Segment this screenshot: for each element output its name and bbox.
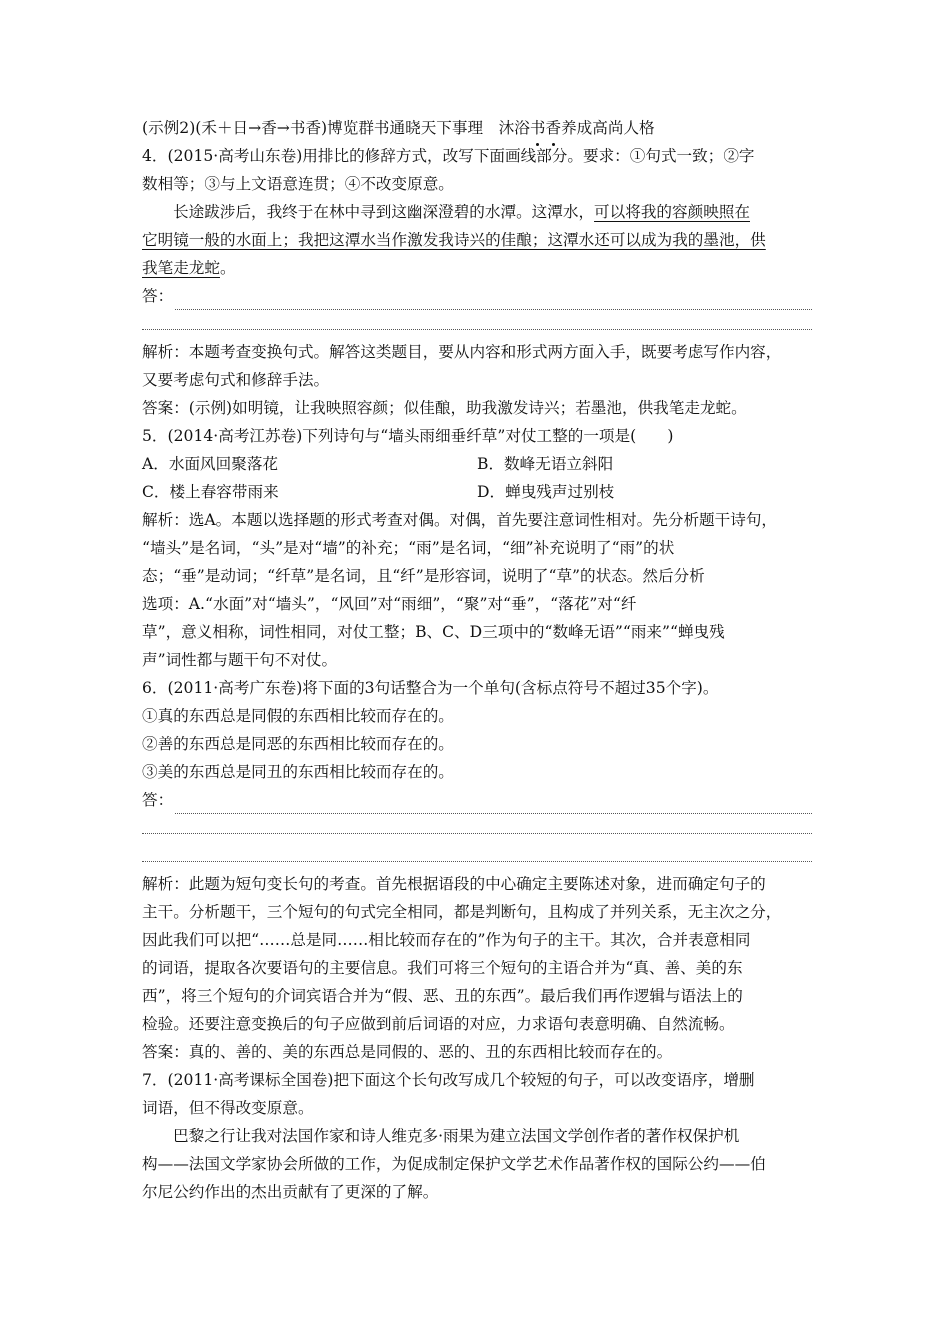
q6-answer-blank[interactable] <box>175 794 812 814</box>
q4-analysis-1: 解析：本题考查变换句式。解答这类题目，要从内容和形式两方面入手，既要考虑写作内容， <box>142 343 782 361</box>
q6-answer: 答案：真的、善的、美的东西总是同假的、恶的、丑的东西相比较而存在的。 <box>142 1043 673 1061</box>
q7-stem-2: 词语，但不得改变原意。 <box>142 1099 314 1117</box>
q4-passage-underlined-3: 我笔走龙蛇 <box>142 259 220 277</box>
q4-passage-3 <box>142 254 812 282</box>
q7-passage-3: 尔尼公约作出的杰出贡献有了更深的了解。 <box>142 1183 439 1201</box>
q4-analysis-2: 又要考虑句式和修辞手法。 <box>142 371 330 389</box>
q4-answer: 答案：(示例)如明镜，让我映照容颜；似佳酿，助我激发诗兴；若墨池，供我笔走龙蛇。 <box>142 399 747 417</box>
q6-analysis-6: 检验。还要注意变换后的句子应做到前后词语的对应，力求语句表意明确、自然流畅。 <box>142 1015 735 1033</box>
q6-analysis-1: 解析：此题为短句变长句的考查。首先根据语段的中心确定主要陈述对象，进而确定句子的 <box>142 875 766 893</box>
q5-option-d: D．蝉曳残声过别枝 <box>477 483 615 501</box>
q7-passage-1: 巴黎之行让我对法国作家和诗人维克多·雨果为建立法国文学创作者的著作权保护机 <box>173 1127 740 1145</box>
q4-passage-plain: 长途跋涉后，我终于在林中寻到这幽深澄碧的水潭。这潭水， <box>173 203 595 221</box>
q4-answer-blank-2[interactable] <box>142 310 812 338</box>
emphasis-dot-char: 香 <box>545 114 561 142</box>
q6-answer-line[interactable] <box>142 786 812 814</box>
q6-answer-blank-2[interactable] <box>142 814 812 842</box>
q7-stem-1: 7．(2011·高考课标全国卷)把下面这个长句改写成几个较短的句子，可以改变语序，增删 <box>142 1071 755 1089</box>
q4-passage-1 <box>142 198 812 226</box>
q6-sentence-2: ②善的东西总是同恶的东西相比较而存在的。 <box>142 735 454 753</box>
q6-answer-blank-3[interactable] <box>142 842 812 870</box>
q5-analysis-5: 草”，意义相称，词性相同，对仗工整；B、C、D三项中的“数峰无语”“雨来”“蝉曳残 <box>142 623 725 641</box>
q5-stem: 5．(2014·高考江苏卷)下列诗句与“墙头雨细垂纤草”对仗工整的一项是( ) <box>142 427 674 445</box>
q6-sentence-1: ①真的东西总是同假的东西相比较而存在的。 <box>142 707 454 725</box>
q6-analysis-2: 主干。分析题干，三个短句的句式完全相同，都是判断句，且构成了并列关系，无主次之分， <box>142 903 782 921</box>
q5-option-b: B．数峰无语立斜阳 <box>477 455 614 473</box>
q4-passage-underlined-2: 它明镜一般的水面上；我把这潭水当作激发我诗兴的佳酿；这潭水还可以成为我的墨池，供 <box>142 231 766 249</box>
q4-stem-2: 数相等；③与上文语意连贯；④不改变原意。 <box>142 175 454 193</box>
q4-passage-underlined-1: 可以将我的容颜映照在 <box>594 203 750 221</box>
q5-analysis-1: 解析：选A。本题以选择题的形式考查对偶。对偶，首先要注意词性相对。先分析题干诗句， <box>142 511 778 529</box>
q6-analysis-4: 的词语，提取各次要语句的主要信息。我们可将三个短句的主语合并为“真、善、美的东 <box>142 959 743 977</box>
q6-sentence-3: ③美的东西总是同丑的东西相比较而存在的。 <box>142 763 454 781</box>
q5-options-row-2 <box>142 478 812 506</box>
q6-answer-label: 答： <box>142 791 174 809</box>
q4-answer-blank[interactable] <box>175 290 812 310</box>
q5-option-a: A．水面风回聚落花 <box>142 455 279 473</box>
q4-answer-line[interactable] <box>142 282 812 310</box>
example-text: (示例2)(禾＋日→香→书香)博览群书通晓天下事理 沐浴书香养成高尚人格 <box>142 119 655 137</box>
q4-answer-label: 答： <box>142 287 174 305</box>
emphasis-dot-char: 书 <box>530 114 546 142</box>
q5-analysis-2: “墙头”是名词，“头”是对“墙”的补充；“雨”是名词，“细”补充说明了“雨”的状 <box>142 539 675 557</box>
example-line <box>142 114 812 142</box>
q7-passage-2: 构——法国文学家协会所做的工作，为促成制定保护文学艺术作品著作权的国际公约——伯 <box>142 1155 766 1173</box>
q6-analysis-3: 因此我们可以把“……总是同……相比较而存在的”作为句子的主干。其次，合并表意相同 <box>142 931 751 949</box>
q5-analysis-6: 声”词性都与题干句不对仗。 <box>142 651 338 669</box>
q5-analysis-4: 选项：A.“水面”对“墙头”，“风回”对“雨细”，“聚”对“垂”，“落花”对“纤 <box>142 595 637 613</box>
q4-passage-2 <box>142 226 812 254</box>
document-page <box>142 114 812 1206</box>
q5-option-c: C．楼上春容带雨来 <box>142 483 279 501</box>
q6-stem: 6．(2011·高考广东卷)将下面的3句话整合为一个单句(含标点符号不超过35个字)。 <box>142 679 719 697</box>
q5-options-row-1 <box>142 450 812 478</box>
q5-analysis-3: 态；“垂”是动词；“纤草”是名词，且“纤”是形容词，说明了“草”的状态。然后分析 <box>142 567 705 585</box>
q6-analysis-5: 西”，将三个短句的介词宾语合并为“假、恶、丑的东西”。最后我们再作逻辑与语法上的 <box>142 987 743 1005</box>
q4-passage-tail: 。 <box>219 259 236 277</box>
q4-stem-1: 4．(2015·高考山东卷)用排比的修辞方式，改写下面画线部分。要求：①句式一致；②字 <box>142 147 755 165</box>
